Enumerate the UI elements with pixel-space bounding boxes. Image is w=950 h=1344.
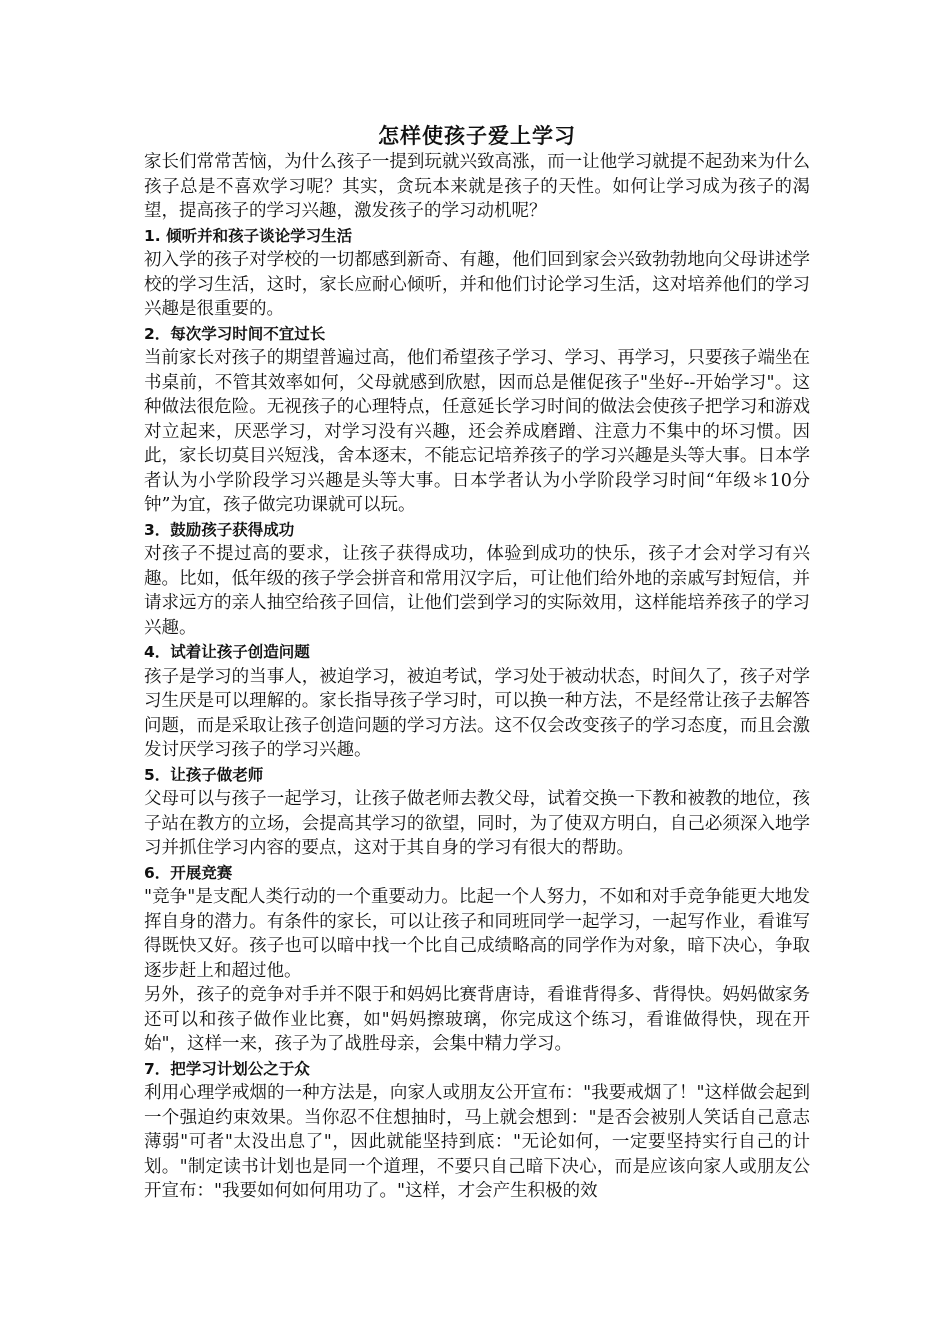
document-body [144,122,810,1204]
section-1 [144,224,810,322]
section-5 [144,763,810,861]
section-paragraph: 当前家长对孩子的期望普遍过高，他们希望孩子学习、学习、再学习，只要孩子端坐在书桌前，不管其效率如何，父母就感到欣慰，因而总是催促孩子"坐好--开始学习"。这种做法很危险。无视孩子的心理特点，任意延长学习时间的做法会使孩子把学习和游戏对立起来，厌恶学习，对学习没有兴趣，还会养成磨蹭、注意力不集中的坏习惯。因此，家长切莫目兴短浅，舍本逐末，不能忘记培养孩子的学习兴趣是头等大事。日本学者认为小学阶段学习兴趣是头等大事。日本学者认为小学阶段学习时间“年级＊10分钟”为宜，孩子做完功课就可以玩。 [144,348,810,515]
section-paragraph: 利用心理学戒烟的一种方法是，向家人或朋友公开宣布："我要戒烟了！"这样做会起到一个强迫约束效果。当你忍不住想抽时，马上就会想到："是否会被别人笑话自己意志薄弱"可者"太没出息了"，因此就能坚持到底："无论如何，一定要坚持实行自己的计划。"制定读书计划也是同一个道理，不要只自己暗下决心，而是应该向家人或朋友公开宣布："我要如何如何用功了。"这样，才会产生积极的效 [144,1083,810,1201]
section-3 [144,518,810,641]
section-heading: 6．开展竞赛 [144,863,233,882]
section-paragraph: 父母可以与孩子一起学习，让孩子做老师去教父母，试着交换一下教和被教的地位，孩子站在教方的立场，会提高其学习的欲望，同时，为了使双方明白，自己必须深入地学习并抓住学习内容的要点，这对于其自身的学习有很大的帮助。 [144,789,810,858]
section-heading: 3．鼓励孩子获得成功 [144,520,295,539]
section-7 [144,1057,810,1204]
section-paragraph: "竞争"是支配人类行动的一个重要动力。比起一个人努力，不如和对手竞争能更大地发挥自身的潜力。有条件的家长，可以让孩子和同班同学一起学习，一起写作业，看谁写得既快又好。孩子也可以暗中找一个比自己成绩略高的同学作为对象，暗下决心，争取逐步赶上和超过他。 [144,887,810,981]
section-paragraph: 对孩子不提过高的要求，让孩子获得成功，体验到成功的快乐，孩子才会对学习有兴趣。比如，低年级的孩子学会拼音和常用汉字后，可让他们给外地的亲戚写封短信，并请求远方的亲人抽空给孩子回信，让他们尝到学习的实际效用，这样能培养孩子的学习兴趣。 [144,544,810,638]
section-paragraph: 孩子是学习的当事人，被迫学习，被迫考试，学习处于被动状态，时间久了，孩子对学习生厌是可以理解的。家长指导孩子学习时，可以换一种方法，不是经常让孩子去解答问题，而是采取让孩子创造问题的学习方法。这不仅会改变孩子的学习态度，而且会激发讨厌学习孩子的学习兴趣。 [144,666,810,760]
section-2 [144,322,810,518]
section-heading: 4．试着让孩子创造问题 [144,643,310,661]
section-heading: 7．把学习计划公之于众 [144,1059,310,1078]
intro-paragraph: 家长们常常苦恼，为什么孩子一提到玩就兴致高涨，而一让他学习就提不起劲来为什么孩子总是不喜欢学习呢？其实，贪玩本来就是孩子的天性。如何让学习成为孩子的渴望，提高孩子的学习兴趣，激发孩子的学习动机呢？ [144,152,810,221]
section-heading: 5．让孩子做老师 [144,765,264,784]
section-heading: 2．每次学习时间不宜过长 [144,324,326,343]
section-heading: 1. 倾听并和孩子谈论学习生活 [144,226,353,245]
section-paragraph: 初入学的孩子对学校的一切都感到新奇、有趣，他们回到家会兴致勃勃地向父母讲述学校的学习生活，这时，家长应耐心倾听，并和他们讨论学习生活，这对培养他们的学习兴趣是很重要的。 [144,250,810,319]
document-title: 怎样使孩子爱上学习 [378,124,576,148]
section-paragraph: 另外，孩子的竞争对手并不限于和妈妈比赛背唐诗，看谁背得多、背得快。妈妈做家务还可以和孩子做作业比赛，如"妈妈擦玻璃，你完成这个练习，看谁做得快，现在开始"，这样一来，孩子为了战胜母亲，会集中精力学习。 [144,985,810,1054]
section-4 [144,640,810,763]
section-6 [144,861,810,1057]
